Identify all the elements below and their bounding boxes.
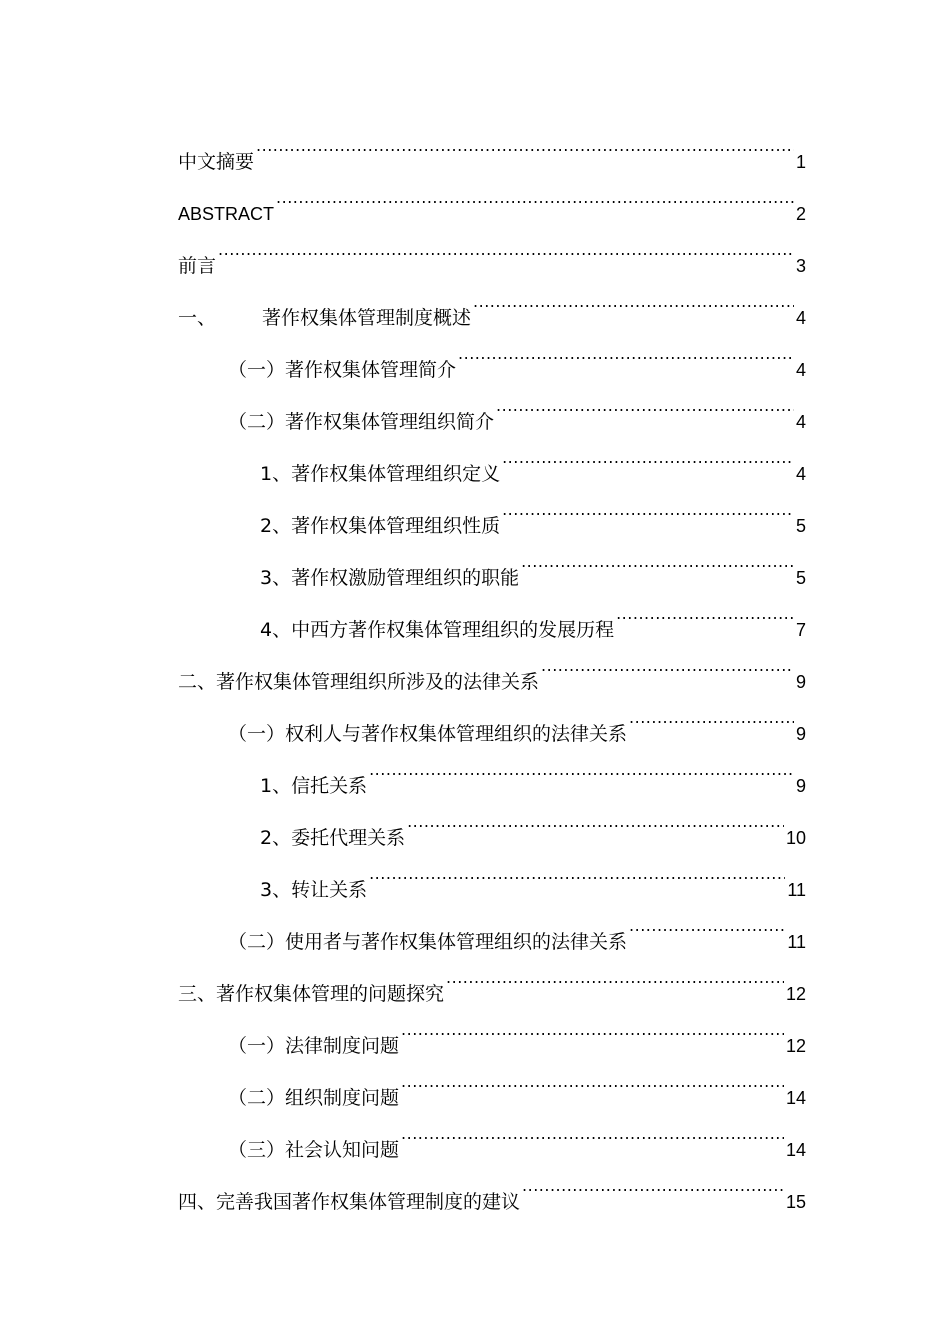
toc-dot-leader [616,584,794,636]
toc-entry-title: 4、中西方著作权集体管理组织的发展历程 [260,619,615,641]
toc-dot-leader [458,324,794,376]
toc-entry-title: 3、著作权激励管理组织的职能 [260,567,520,589]
toc-page-number: 10 [785,828,806,848]
toc-page-number: 14 [785,1088,806,1108]
toc-page-number: 15 [785,1192,806,1212]
toc-page-number: 9 [795,724,806,744]
toc-page-number: 2 [795,204,806,224]
toc-entry-title: （二）著作权集体管理组织简介 [228,411,495,433]
toc-page-number: 1 [795,152,806,172]
toc-dot-leader [521,532,794,584]
toc-entry[interactable] [178,272,806,329]
toc-dot-leader [369,740,794,792]
toc-dot-leader [502,428,794,480]
toc-entry-title: 2、委托代理关系 [260,827,406,849]
toc-page-number: 4 [795,360,806,380]
toc-page-number: 4 [795,412,806,432]
toc-dot-leader [407,792,784,844]
toc-entry-title: 2、著作权集体管理组织性质 [260,515,501,537]
toc-entry-title: 二、著作权集体管理组织所涉及的法律关系 [178,671,540,693]
toc-entry-title: （二）使用者与著作权集体管理组织的法律关系 [228,931,628,953]
toc-entry[interactable] [178,220,806,277]
toc-entry-title: （二）组织制度问题 [228,1087,400,1109]
toc-page-number: 5 [795,568,806,588]
toc-entry-title: （一）权利人与著作权集体管理组织的法律关系 [228,723,628,745]
toc-dot-leader [473,272,794,324]
toc-entry[interactable] [178,168,806,224]
toc-page-number: 12 [785,984,806,1004]
toc-page-number: 11 [787,880,806,900]
toc-page-number: 3 [795,256,806,276]
toc-dot-leader [502,480,794,532]
toc-entry-title: ABSTRACT [178,204,275,224]
toc-page-number: 5 [795,516,806,536]
toc-dot-leader [369,844,785,896]
toc-dot-leader [256,116,794,168]
toc-entry-title: 前言 [178,255,217,277]
toc-entry-title: 中文摘要 [178,151,255,173]
toc-page-number: 4 [795,308,806,328]
toc-entry-number: 一、 [178,307,217,329]
toc-dot-leader [629,896,785,948]
toc-dot-leader [401,1052,784,1104]
toc-entry-title: 四、完善我国著作权集体管理制度的建议 [178,1191,521,1213]
toc-entry-title [178,292,471,344]
toc-entry-text: 著作权集体管理制度概述 [262,307,472,329]
toc-page-number: 12 [785,1036,806,1056]
toc-dot-leader [522,1156,784,1208]
toc-page-number: 9 [795,672,806,692]
toc-dot-leader [496,376,794,428]
toc-entry-title: 3、转让关系 [260,879,368,901]
toc-dot-leader [218,220,794,272]
toc-page-number: 14 [785,1140,806,1160]
table-of-contents [178,116,806,1213]
toc-entry-title: 1、著作权集体管理组织定义 [260,463,501,485]
toc-dot-leader [629,688,794,740]
toc-page-number: 9 [795,776,806,796]
toc-dot-leader [401,1000,784,1052]
toc-page-number: 7 [795,620,806,640]
toc-dot-leader [446,948,784,1000]
toc-entry-title: （三）社会认知问题 [228,1139,400,1161]
toc-dot-leader [541,636,794,688]
toc-dot-leader [401,1104,784,1156]
toc-entry-title: （一）著作权集体管理简介 [228,359,457,381]
toc-entry-title: 1、信托关系 [260,775,368,797]
toc-entry-title: （一）法律制度问题 [228,1035,400,1057]
toc-page-number: 11 [787,932,806,952]
toc-dot-leader [276,168,794,220]
toc-entry-title: 三、著作权集体管理的问题探究 [178,983,445,1005]
toc-page-number: 4 [795,464,806,484]
toc-entry[interactable] [178,116,806,173]
